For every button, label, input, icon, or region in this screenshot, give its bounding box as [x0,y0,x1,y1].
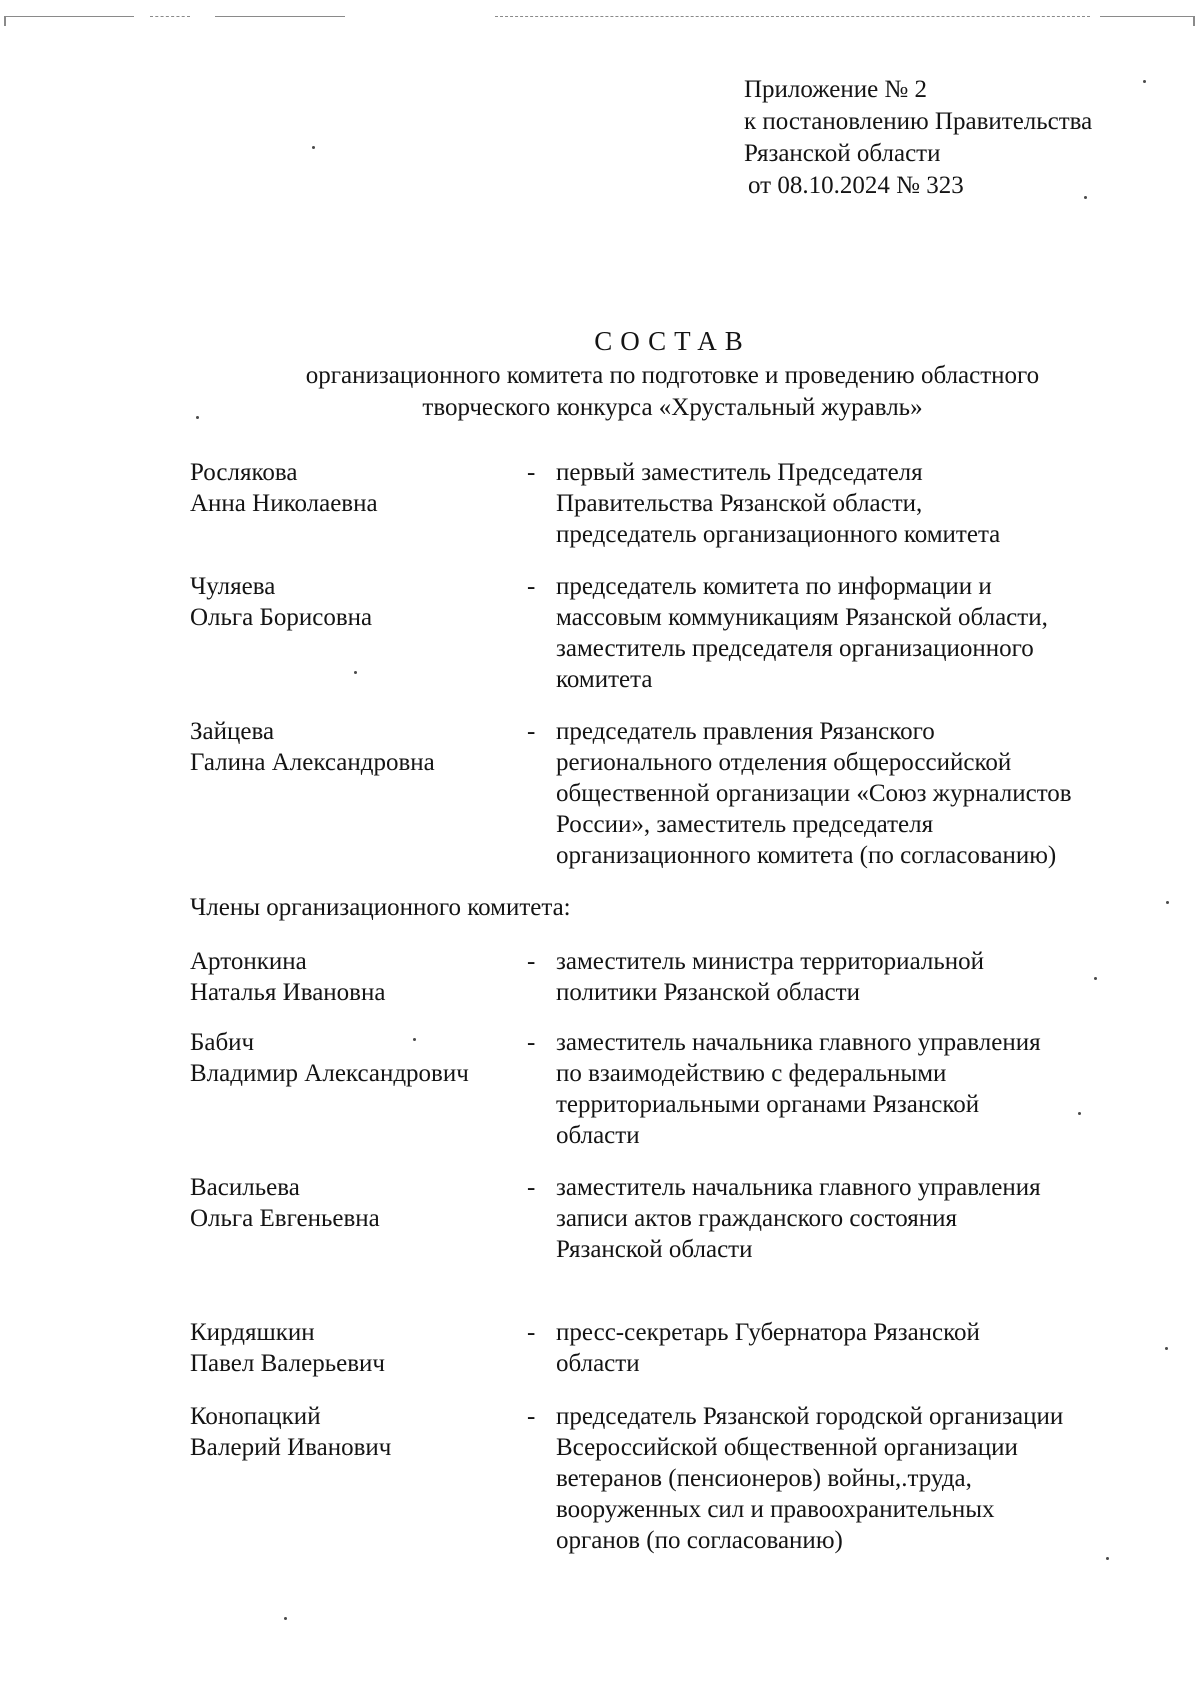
scan-speck [312,146,315,149]
scan-speck [284,1617,287,1620]
appendix-number: Приложение № 2 [744,76,928,103]
member-given-names: Наталья Ивановна [190,979,386,1006]
member-name [190,1027,520,1089]
member-name [190,1172,520,1234]
member-given-names: Валерий Иванович [190,1434,392,1461]
role-line: политики Рязанской области [556,979,860,1006]
role-line: массовым коммуникациям Рязанской области, [556,604,1048,631]
member-role [556,1317,1156,1379]
role-line: заместитель председателя организационного [556,635,1034,662]
member-role [556,1401,1156,1556]
role-line: России», заместитель председателя [556,811,934,838]
member-surname: Васильева [190,1174,300,1201]
list-dash: - [527,573,536,600]
scan-speck [354,671,357,674]
member-role [556,457,1156,550]
role-line: ветеранов (пенсионеров) войны,.труда, [556,1465,972,1492]
appendix-reference [744,74,1092,202]
document-title: СОСТАВ [594,326,751,356]
role-line: заместитель начальника главного управления [556,1029,1041,1056]
appendix-region-line: Рязанской области [744,140,941,167]
list-dash: - [527,718,536,745]
member-role [556,1027,1156,1151]
member-surname: Зайцева [190,718,275,745]
member-role [556,716,1156,871]
member-role [556,571,1156,695]
subtitle-line: творческого конкурса «Хрустальный журавль» [422,394,923,421]
list-dash: - [527,1174,536,1201]
scan-edge-line [1100,16,1194,17]
member-given-names: Анна Николаевна [190,490,378,517]
scan-edge-line [4,16,134,17]
role-line: записи актов гражданского состояния [556,1205,958,1232]
role-line: комитета [556,666,653,693]
list-dash: - [527,1403,536,1430]
role-line: председатель организационного комитета [556,521,1001,548]
scan-edge-line [150,16,190,17]
role-line: регионального отделения общероссийской [556,749,1012,776]
member-given-names: Павел Валерьевич [190,1350,385,1377]
role-line: территориальными органами Рязанской [556,1091,980,1118]
role-line: Правительства Рязанской области, [556,490,923,517]
member-given-names: Галина Александровна [190,749,435,776]
role-line: заместитель начальника главного управления [556,1174,1041,1201]
member-given-names: Ольга Борисовна [190,604,373,631]
member-name [190,946,520,1008]
role-line: Рязанской области [556,1236,753,1263]
role-line: организационного комитета (по согласованию) [556,842,1057,869]
role-line: органов (по согласованию) [556,1527,843,1554]
scan-edge-tick [4,16,6,26]
member-surname: Рослякова [190,459,298,486]
list-dash: - [527,948,536,975]
member-given-names: Ольга Евгеньевна [190,1205,380,1232]
role-line: председатель комитета по информации и [556,573,992,600]
subtitle-line: организационного комитета по подготовке и проведению областного [305,362,1040,389]
scan-edge-line [215,16,345,17]
member-role [556,1172,1156,1265]
member-surname: Бабич [190,1029,255,1056]
scan-speck [1166,901,1169,904]
member-surname: Кирдяшкин [190,1319,315,1346]
scan-speck [1165,1347,1168,1350]
role-line: первый заместитель Председателя [556,459,923,486]
members-section-label: Члены организационного комитета: [190,894,571,921]
appendix-resolution-line: к постановлению Правительства [744,108,1093,135]
role-line: вооруженных сил и правоохранительных [556,1496,995,1523]
member-name [190,457,520,519]
member-name [190,571,520,633]
role-line: заместитель министра территориальной [556,948,985,975]
list-dash: - [527,1029,536,1056]
role-line: области [556,1122,640,1149]
member-role [556,946,1156,1008]
role-line: по взаимодействию с федеральными [556,1060,947,1087]
document-subtitle [0,360,1200,424]
member-name [190,1317,520,1379]
appendix-date-number: от 08.10.2024 № 323 [748,172,964,199]
scan-speck [1143,80,1146,83]
member-given-names: Владимир Александрович [190,1060,469,1087]
member-surname: Чуляева [190,573,276,600]
role-line: председатель правления Рязанского [556,718,935,745]
role-line: пресс-секретарь Губернатора Рязанской [556,1319,980,1346]
list-dash: - [527,459,536,486]
member-surname: Артонкина [190,948,307,975]
scan-speck [1106,1557,1109,1560]
role-line: общественной организации «Союз журналистов [556,780,1072,807]
member-name [190,1401,520,1463]
role-line: Всероссийской общественной организации [556,1434,1018,1461]
member-surname: Конопацкий [190,1403,321,1430]
list-dash: - [527,1319,536,1346]
role-line: области [556,1350,640,1377]
scan-edge-line [495,16,1090,17]
role-line: председатель Рязанской городской организации [556,1403,1064,1430]
scan-edge-tick [1193,16,1195,26]
member-name [190,716,520,778]
